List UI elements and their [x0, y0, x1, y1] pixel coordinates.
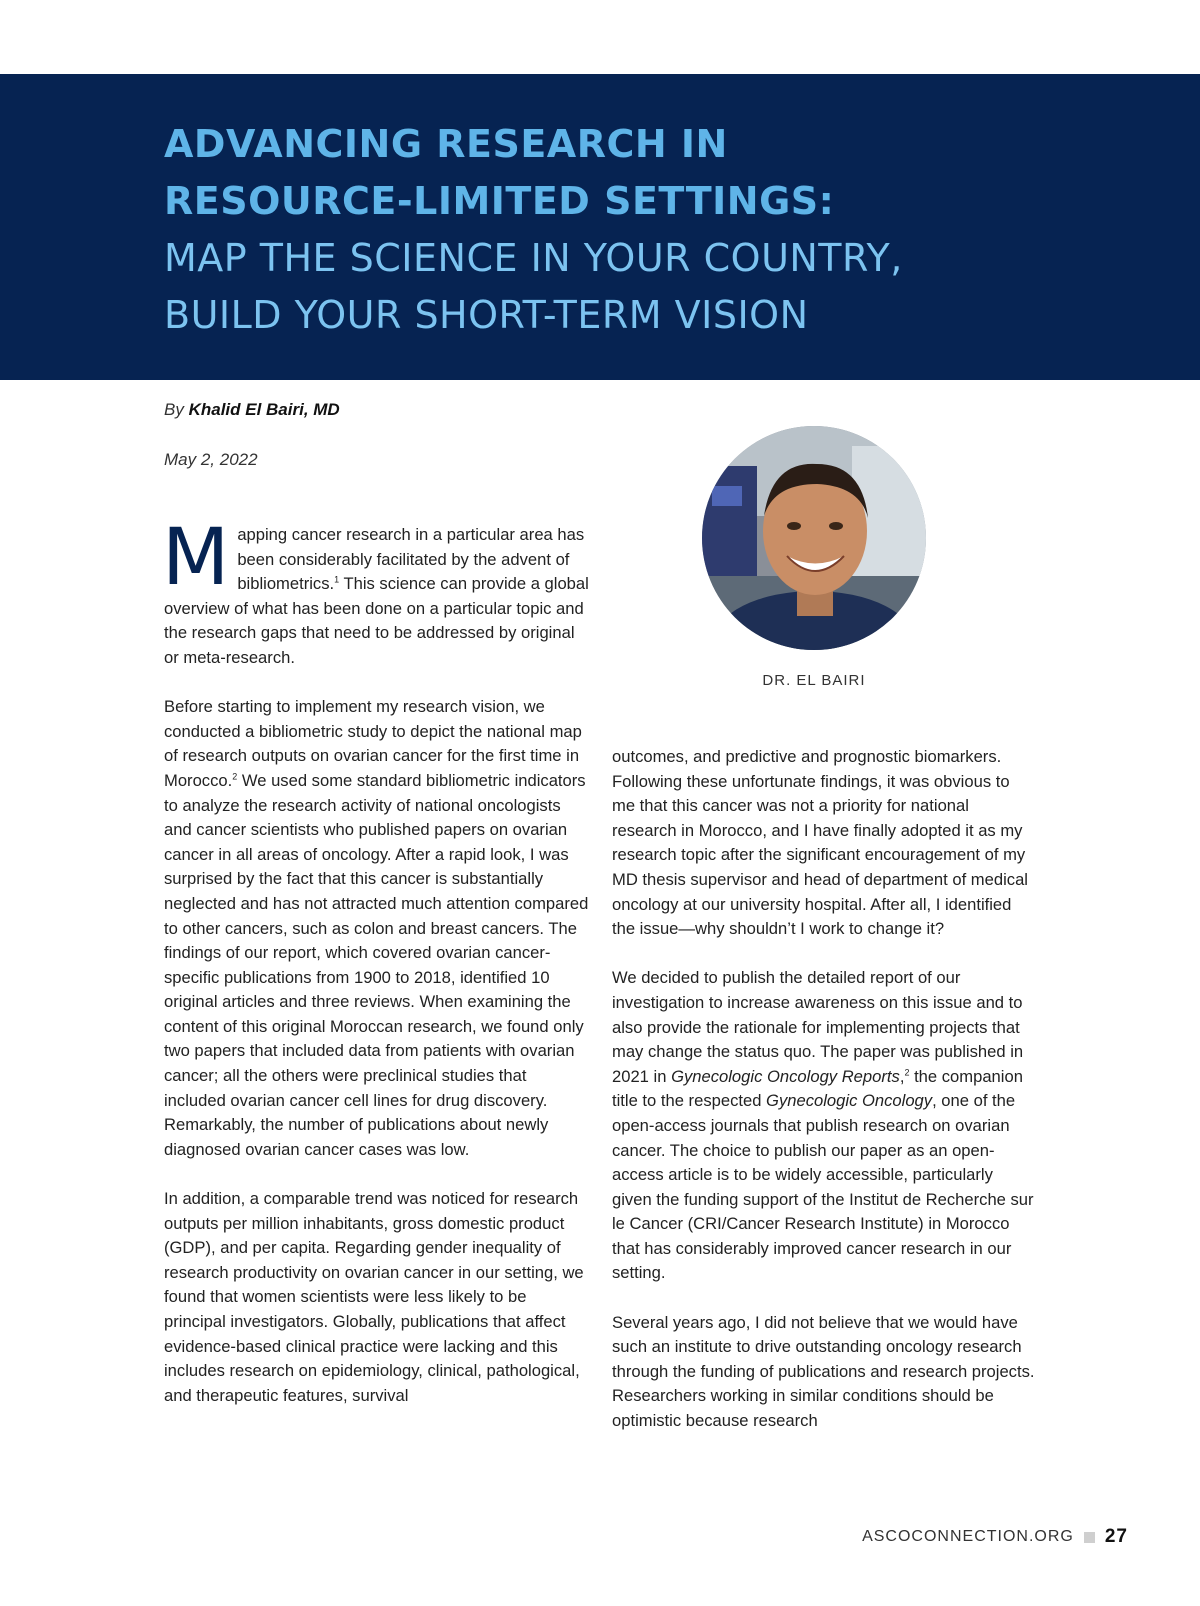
paragraph-2: [164, 695, 589, 1162]
drop-cap: M: [162, 513, 230, 603]
journal-title-oncology: Gynecologic Oncology: [766, 1091, 933, 1111]
square-separator-icon: [1084, 1532, 1095, 1543]
citation-2: 2: [232, 771, 238, 782]
paragraph-5-text-a: We decided to publish the detailed report of our investigation to increase awareness on this issue and to also provide the rationale for implementing projects that may change the status quo. The paper was published in 2021 in: [612, 968, 1024, 1086]
byline: [164, 400, 340, 420]
intro-text: apping cancer research in a particular area has been considerably facilitated by the advent of bibliometrics.: [237, 525, 585, 594]
paragraph-6: Several years ago, I did not believe that we would have such an institute to drive outstanding oncology research through the funding of publications and research projects. Researchers working in similar conditions should be optimistic because research: [612, 1312, 1035, 1431]
paragraph-2-text-a: Before starting to implement my research vision, we conducted a bibliometric study to depict the national map of research outputs on ovarian cancer for the first time in Morocco.: [164, 697, 582, 790]
subtitle-line-2: BUILD YOUR SHORT-TERM VISION: [164, 293, 809, 337]
paragraph-2-text-b: We used some standard bibliometric indicators to analyze the research activity of national oncologists and cancer scientists who published papers on ovarian cancer in all areas of oncology. After a rapid look, I was surprised by the fact that this cancer is substantially neglected and has not attracted much attention compared to other cancers, such as colon and breast cancers. The findings of our report, which covered ovarian cancer-specific publications from 1900 to 2018, identified 10 original articles and three reviews. When examining the content of this original Moroccan research, we found only two papers that included data from patients with ovarian cancer; all the others were preclinical studies that included ovarian cancer cell lines for drug discovery. Remarkably, the number of publications about newly diagnosed ovarian cancer cases was low.: [164, 770, 589, 1159]
author-name: Khalid El Bairi, MD: [188, 400, 340, 419]
column-right: [612, 745, 1037, 1458]
page-number: 27: [1104, 1526, 1128, 1547]
paragraph-5-text-c: , one of the open-access journals that publish research on ovarian cancer. The choice to publish our paper as an open-access article is to be widely accessible, particularly given the funding support of the Institut de Recherche sur le Cancer (CRI/Cancer Research Institute) in Morocco that has considerably improved cancer research in our setting.: [612, 1091, 1034, 1283]
journal-title-reports: Gynecologic Oncology Reports: [671, 1066, 900, 1086]
author-portrait-image: [702, 426, 926, 650]
paragraph-5: We decided to publish the detailed report of our investigation to increase awareness on this issue and to also provide the rationale for implementing projects that may change the status quo. The paper was published in 2021 in Gynecologic Oncology Reports,$^2$ the companion title to the respected Gynecologic Oncology, one of the open-access journals that publish research on ovarian cancer. The choice to publish our paper as an open-access article is to be widely accessible, particularly given the funding support of the Institut de Recherche sur le Cancer (CRI/Cancer Research Institute) in Morocco that has considerably improved cancer research in our setting.: [612, 968, 1034, 1283]
page-footer: [862, 1526, 1128, 1548]
paragraph-4: outcomes, and predictive and prognostic biomarkers. Following these unfortunate findings, it was obvious to me that this cancer was not a priority for national research in Morocco, and I have finally adopted it as my research topic after the significant encouragement of my MD thesis supervisor and head of department of medical oncology at our university hospital. After all, I identified the issue—why shouldn’t I work to change it?: [612, 747, 1028, 939]
title-line-2: RESOURCE-LIMITED SETTINGS:: [164, 179, 835, 223]
footer-site: ASCOCONNECTION.ORG: [862, 1528, 1074, 1545]
paragraph-5-text-b: the companion title to the respected: [612, 1066, 1023, 1111]
citation-1: 1: [334, 574, 340, 585]
title-banner: [0, 74, 1200, 380]
paragraph-3: In addition, a comparable trend was noticed for research outputs per million inhabitants, gross domestic product (GDP), and per capita. Regarding gender inequality of research productivity on ovarian cancer in our setting, we found that women scientists were less likely to be principal investigators. Globally, publications that affect evidence-based clinical practice were lacking and this includes research on epidemiology, clinical, pathological, and therapeutic features, survival: [164, 1189, 584, 1405]
intro-text-rest: This science can provide a global overview of what has been done on a particular topic and the research gaps that need to be addressed by original or meta-research.: [164, 574, 589, 667]
citation-2b: 2: [904, 1067, 910, 1078]
publish-date: May 2, 2022: [164, 450, 258, 469]
paragraph-intro: [162, 513, 589, 671]
byline-prefix: By: [164, 400, 184, 419]
column-left: [162, 513, 589, 1433]
subtitle-line-1: MAP THE SCIENCE IN YOUR COUNTRY,: [164, 236, 903, 280]
photo-caption: DR. EL BAIRI: [762, 672, 866, 689]
author-photo: [702, 426, 926, 650]
title-line-1: ADVANCING RESEARCH IN: [164, 122, 728, 166]
